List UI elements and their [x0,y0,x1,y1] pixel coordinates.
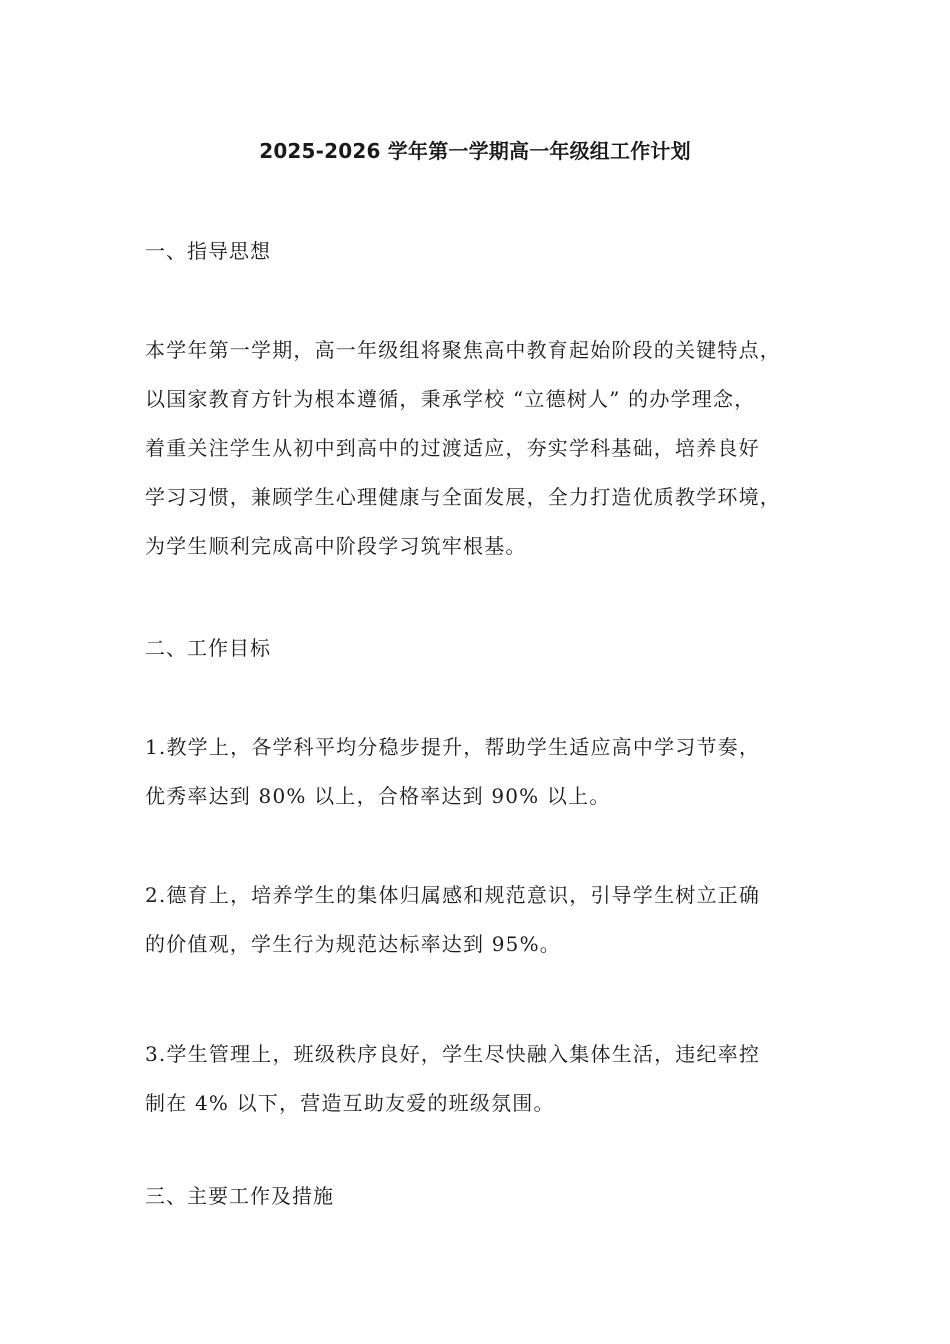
paragraph-line: 为学生顺利完成高中阶段学习筑牢根基。 [145,534,527,558]
paragraph-line: 制在 4% 以下，营造互助友爱的班级氛围。 [145,1091,555,1115]
section-heading-main-work: 三、主要工作及措施 [145,1184,334,1208]
document-title: 2025-2026 学年第一学期高一年级组工作计划 [259,139,691,163]
paragraph-line: 以国家教育方针为根本遵循，秉承学校 “立德树人” 的办学理念， [145,387,756,411]
paragraph-line: 3.学生管理上，班级秩序良好，学生尽快融入集体生活，违纪率控 [145,1042,761,1066]
goal-item-student-management [145,1030,835,1128]
goal-item-moral-education [145,871,835,969]
paragraph-line: 的价值观，学生行为规范达标率达到 95%。 [145,932,562,956]
section-heading-work-goals: 二、工作目标 [145,636,271,660]
paragraph-line: 优秀率达到 80% 以上，合格率达到 90% 以上。 [145,784,611,808]
goal-item-teaching [145,723,835,821]
paragraph-line: 本学年第一学期，高一年级组将聚焦高中教育起始阶段的关键特点， [145,338,781,362]
paragraph-line: 学习习惯，兼顾学生心理健康与全面发展，全力打造优质教学环境， [145,485,781,509]
paragraph-line: 2.德育上，培养学生的集体归属感和规范意识，引导学生树立正确 [145,883,761,907]
paragraph-line: 1.教学上，各学科平均分稳步提升，帮助学生适应高中学习节奏， [145,735,761,759]
guiding-ideology-paragraph [145,326,835,571]
paragraph-line: 着重关注学生从初中到高中的过渡适应，夯实学科基础，培养良好 [145,436,760,460]
section-heading-guiding-ideology: 一、指导思想 [145,239,271,263]
